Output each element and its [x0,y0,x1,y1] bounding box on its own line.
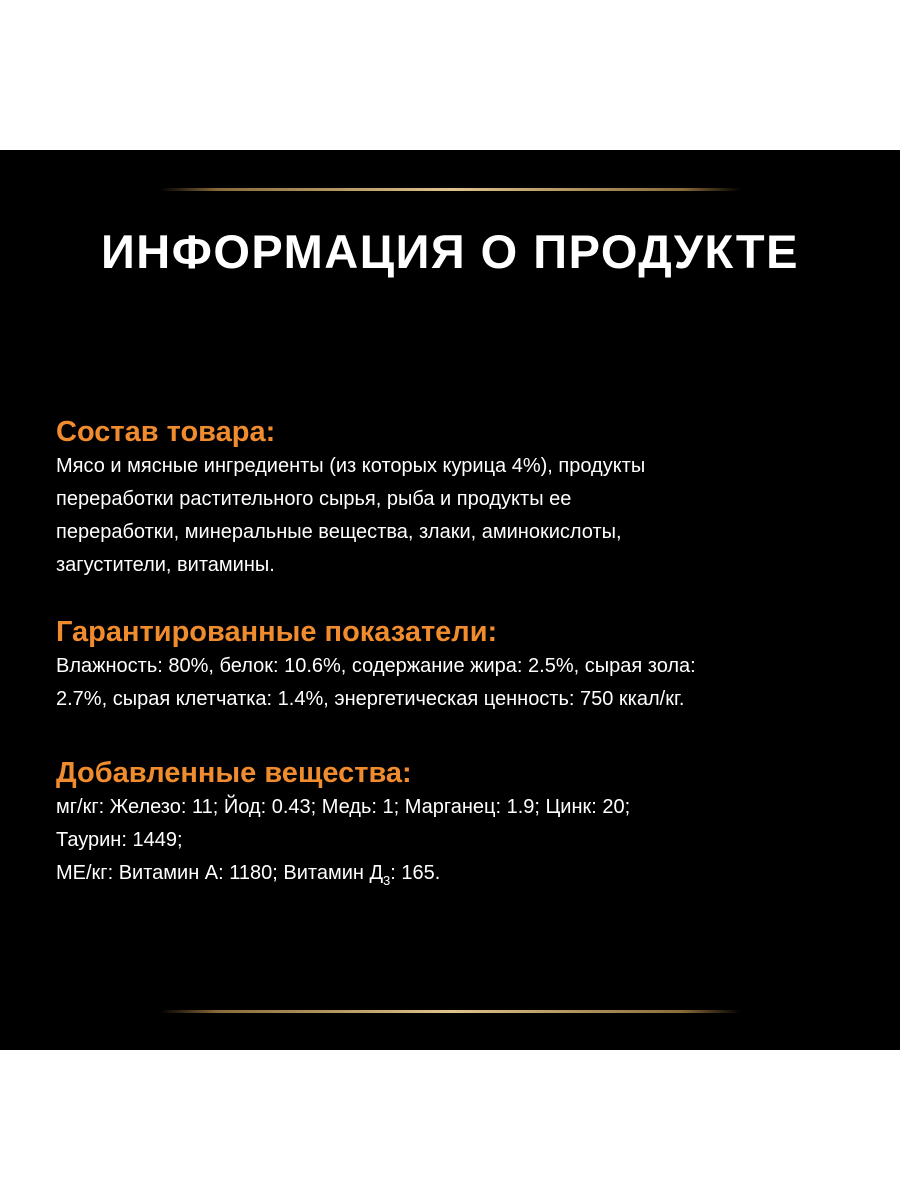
additives-line-iu [56,862,441,888]
composition-text [56,450,856,582]
composition-heading: Состав товара: [56,416,276,448]
product-info-panel [0,150,900,1050]
additives-text [56,791,856,890]
composition-section [56,414,856,582]
composition-line: переработки растительного сырья, рыба и продукты ее [56,488,572,510]
guaranteed-line: 2.7%, сырая клетчатка: 1.4%, энергетическая ценность: 750 ккал/кг. [56,688,685,710]
additives-line-mg: мг/кг: Железо: 11; Йод: 0.43; Медь: 1; Марганец: 1.9; Цинк: 20; [56,796,631,818]
bottom-gold-divider [160,1010,741,1013]
composition-line: загустители, витамины. [56,554,275,576]
vitamin-d-subscript: 3 [383,873,391,888]
guaranteed-section [56,614,856,716]
page-title: ИНФОРМАЦИЯ О ПРОДУКТЕ [101,225,799,278]
top-gold-divider [160,188,741,191]
guaranteed-heading: Гарантированные показатели: [56,616,498,648]
additives-heading: Добавленные вещества: [56,757,412,789]
guaranteed-line: Влажность: 80%, белок: 10.6%, содержание жира: 2.5%, сырая зола: [56,655,696,677]
additives-section [56,755,856,890]
composition-line: Мясо и мясные ингредиенты (из которых курица 4%), продукты [56,455,646,477]
guaranteed-text [56,650,856,716]
additives-line-iu-prefix: МЕ/кг: Витамин А: 1180; Витамин Д [56,862,384,884]
additives-line-iu-suffix: : 165. [390,862,441,884]
composition-line: переработки, минеральные вещества, злаки, аминокислоты, [56,521,622,543]
additives-line-taurine: Таурин: 1449; [56,829,183,851]
